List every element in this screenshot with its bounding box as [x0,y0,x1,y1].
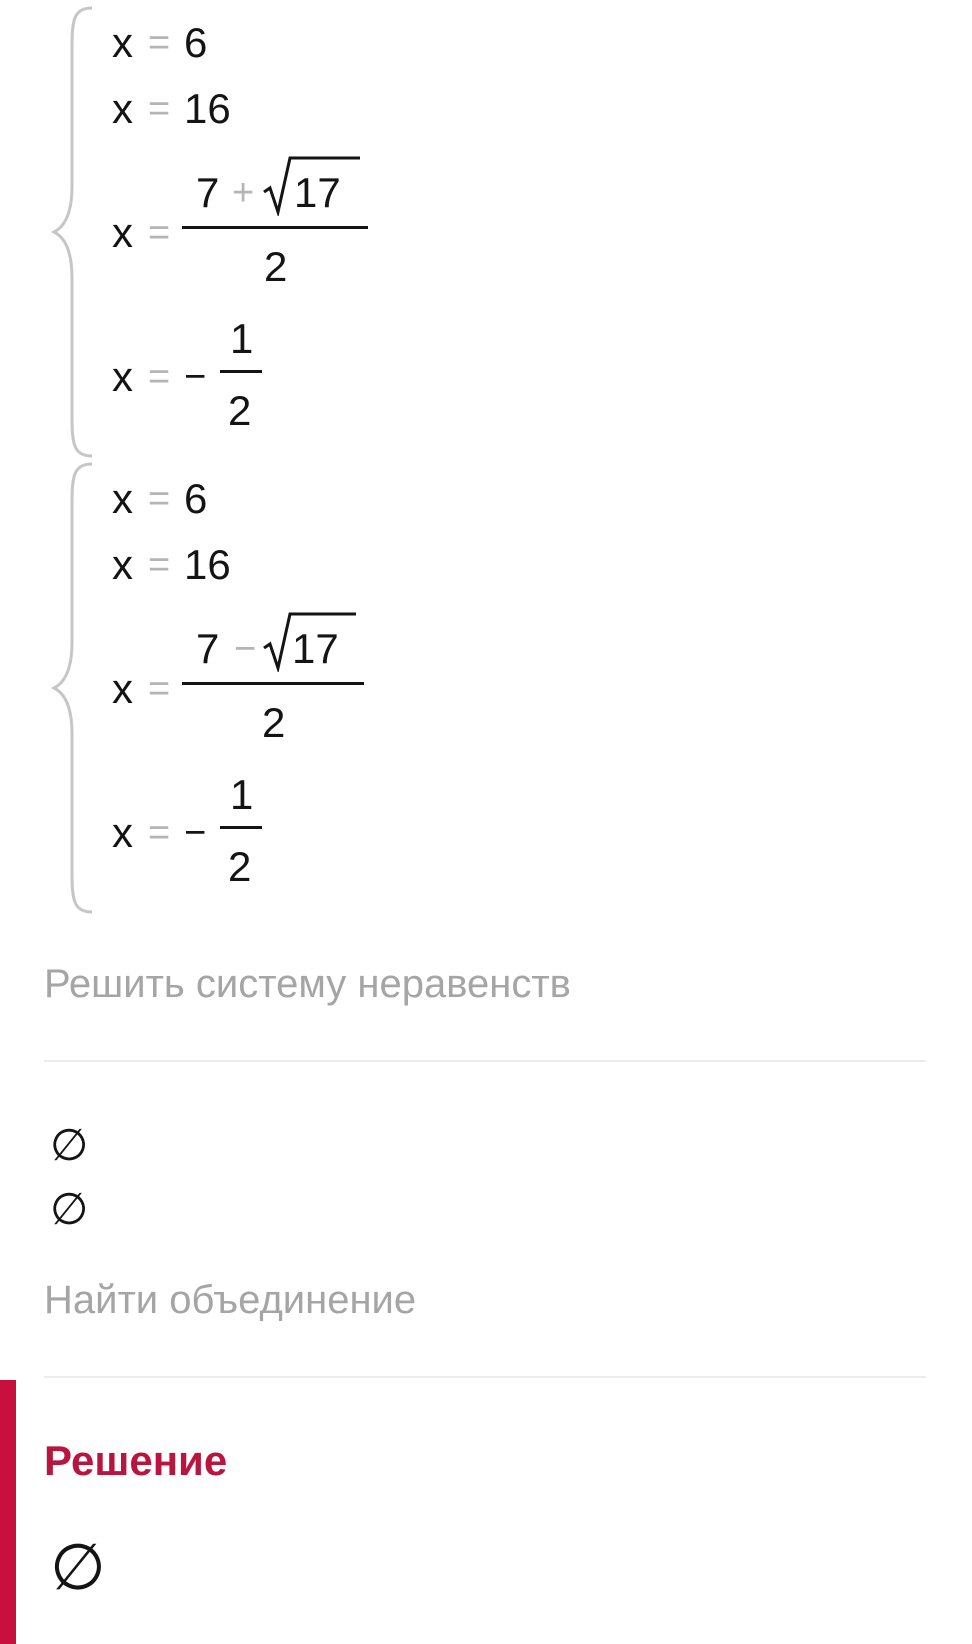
numerator-term: 7 [196,625,220,672]
left-brace-2 [48,462,98,914]
denominator: 2 [264,243,288,290]
fraction-bar [220,370,262,373]
variable: x [112,665,133,712]
denominator: 2 [228,387,252,434]
value: 6 [184,19,208,66]
equals-sign: = [148,478,171,520]
solution-answer-empty-set: ∅ [50,1531,106,1603]
radicand: 17 [292,625,339,672]
equals-sign: = [148,356,171,398]
variable: x [112,541,133,588]
radicand: 17 [294,169,341,216]
fraction-bar [182,226,368,229]
solution-accent-bar [0,1380,16,1644]
empty-set-symbol: ∅ [50,1121,89,1170]
variable: x [112,353,133,400]
step-divider [44,1376,926,1378]
numerator-term: 7 [196,169,220,216]
numerator: 1 [230,315,254,362]
equals-sign: = [148,812,171,854]
equals-sign: = [148,544,171,586]
empty-set-symbol: ∅ [50,1185,89,1234]
denominator: 2 [228,843,252,890]
numerator: 1 [230,771,254,818]
fraction-bar [220,826,262,829]
step-label-solve-inequalities: Решить систему неравенств [44,962,571,1006]
variable: x [112,85,133,132]
denominator: 2 [262,699,286,746]
equals-sign: = [148,22,171,64]
variable: x [112,209,133,256]
variable: x [112,475,133,522]
minus-operator: − [234,628,257,670]
equals-sign: = [148,668,171,710]
value: 16 [184,85,231,132]
left-brace-1 [48,6,98,458]
step-divider [44,1060,926,1062]
minus-sign: − [184,812,207,854]
equals-sign: = [148,88,171,130]
minus-sign: − [184,356,207,398]
value: 6 [184,475,208,522]
fraction-bar [182,682,364,685]
equals-sign: = [148,212,171,254]
step-label-find-union: Найти объединение [44,1278,417,1322]
plus-operator: + [232,172,255,214]
value: 16 [184,541,231,588]
variable: x [112,809,133,856]
variable: x [112,19,133,66]
solution-title: Решение [44,1437,228,1484]
